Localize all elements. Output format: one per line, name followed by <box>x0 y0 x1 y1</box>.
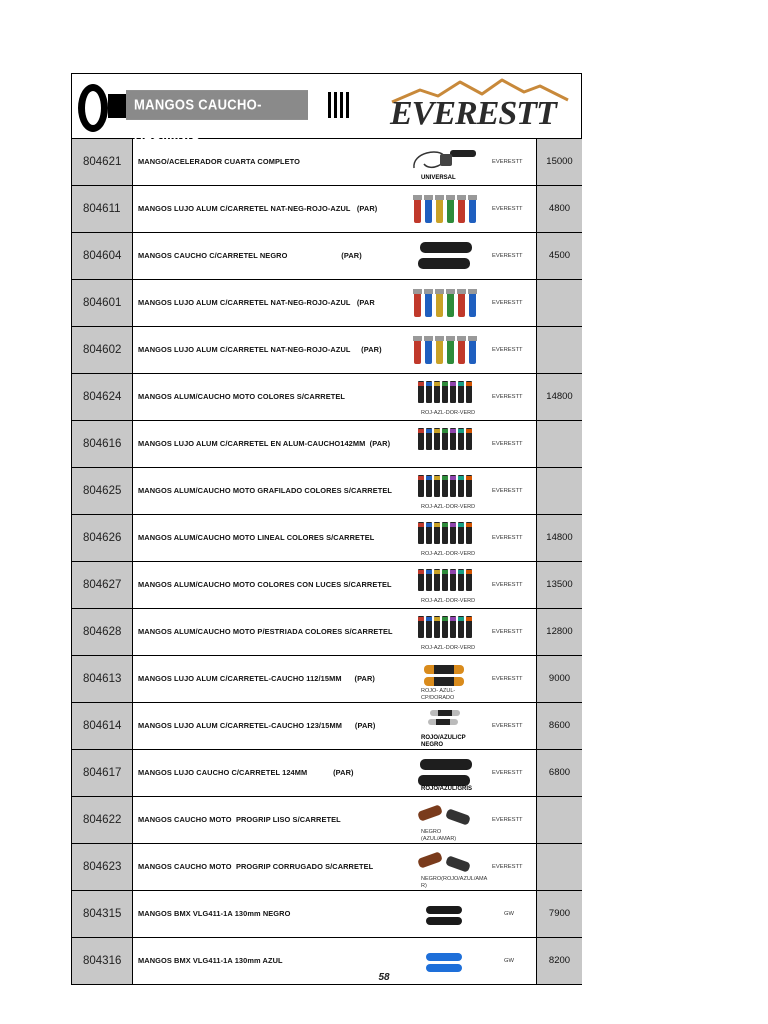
brand-label: EVERESTT <box>492 347 523 353</box>
table-row <box>72 374 581 421</box>
brand-label: EVERESTT <box>492 629 523 635</box>
product-description: MANGOS ALUM/CAUCHO MOTO COLORES CON LUCES S/CARRETEL <box>138 580 392 589</box>
product-price: 9000 <box>536 656 582 702</box>
product-caption: ROJO/AZUL/CP NEGRO <box>421 735 466 748</box>
everestt-logo <box>390 76 570 134</box>
product-code: 804621 <box>72 139 133 185</box>
product-description: MANGOS ALUM/CAUCHO MOTO GRAFILADO COLORES S/CARRETEL <box>138 486 393 495</box>
brand-label: EVERESTT <box>492 488 523 494</box>
table-row <box>72 515 581 562</box>
stripes-decoration <box>328 92 350 118</box>
brand-label: EVERESTT <box>492 394 523 400</box>
bmx-black-grips-icon <box>410 894 480 934</box>
table-row <box>72 750 581 797</box>
product-price: 4500 <box>536 233 582 279</box>
brand-label: EVERESTT <box>492 817 523 823</box>
table-row <box>72 656 581 703</box>
section-title: MANGOS CAUCHO-ALUMINIO <box>126 90 308 120</box>
table-row <box>72 280 581 327</box>
product-code: 804617 <box>72 750 133 796</box>
product-caption: ROJ-AZL-DOR-VERD <box>421 645 476 651</box>
product-description: MANGOS BMX VLG411-1A 130mm AZUL <box>138 956 283 965</box>
product-caption: ROJ-AZL-DOR-VERD <box>421 598 476 604</box>
table-row <box>72 891 581 938</box>
product-caption: ROJ-AZL-DOR-VERD <box>421 551 476 557</box>
product-description: MANGOS LUJO ALUM C/CARRETEL NAT-NEG-ROJO-AZUL (PAR) <box>138 204 378 213</box>
brand-label: EVERESTT <box>492 723 523 729</box>
product-caption: UNIVERSAL <box>421 175 456 181</box>
black-grips-icon <box>410 236 480 276</box>
brand-label: EVERESTT <box>492 441 523 447</box>
brand-logo-text: EVERESTT <box>390 95 556 132</box>
brand-label: EVERESTT <box>492 582 523 588</box>
product-code: 804624 <box>72 374 133 420</box>
color-grips-icon <box>410 189 480 229</box>
product-caption: ROJO- AZUL- CP/DORADO <box>421 688 456 701</box>
product-code: 804625 <box>72 468 133 514</box>
brand-label: EVERESTT <box>492 300 523 306</box>
product-caption: NEGRO (AZUL/AMAR) <box>421 829 457 842</box>
brand-label: EVERESTT <box>492 676 523 682</box>
product-price: 14800 <box>536 374 582 420</box>
product-price: 15000 <box>536 139 582 185</box>
product-description: MANGOS LUJO ALUM C/CARRETEL-CAUCHO 123/15MM (PAR) <box>138 721 376 730</box>
table-row <box>72 797 581 844</box>
product-description: MANGOS CAUCHO MOTO PROGRIP LISO S/CARRETEL <box>138 815 341 824</box>
page-number: 58 <box>378 972 390 983</box>
product-code: 804611 <box>72 186 133 232</box>
product-price <box>536 280 582 326</box>
product-price: 14800 <box>536 515 582 561</box>
product-price <box>536 327 582 373</box>
product-description: MANGOS ALUM/CAUCHO MOTO LINEAL COLORES S/CARRETEL <box>138 533 375 542</box>
color-grips-icon <box>410 330 480 370</box>
brand-label: EVERESTT <box>492 253 523 259</box>
product-price: 7900 <box>536 891 582 937</box>
brand-label: GW <box>504 958 514 964</box>
product-code: 804602 <box>72 327 133 373</box>
product-caption: ROJ-AZL-DOR-VERD <box>421 504 476 510</box>
product-price <box>536 421 582 467</box>
grip-ring-icon <box>78 84 108 132</box>
product-price: 8600 <box>536 703 582 749</box>
product-description: MANGOS LUJO CAUCHO C/CARRETEL 124MM (PAR) <box>138 768 354 777</box>
product-description: MANGOS CAUCHO MOTO PROGRIP CORRUGADO S/CARRETEL <box>138 862 374 871</box>
brand-label: EVERESTT <box>492 770 523 776</box>
product-code: 804315 <box>72 891 133 937</box>
product-description: MANGO/ACELERADOR CUARTA COMPLETO <box>138 157 300 166</box>
table-row <box>72 468 581 515</box>
product-code: 804616 <box>72 421 133 467</box>
product-description: MANGOS LUJO ALUM C/CARRETEL-CAUCHO 112/15MM (PAR) <box>138 674 375 683</box>
table-row <box>72 233 581 280</box>
brand-label: EVERESTT <box>492 206 523 212</box>
table-row <box>72 609 581 656</box>
product-code: 804622 <box>72 797 133 843</box>
product-price <box>536 797 582 843</box>
product-description: MANGOS LUJO ALUM C/CARRETEL NAT-NEG-ROJO-AZUL (PAR) <box>138 345 382 354</box>
product-price: 8200 <box>536 938 582 984</box>
product-description: MANGOS BMX VLG411-1A 130mm NEGRO <box>138 909 291 918</box>
table-row <box>72 186 581 233</box>
product-description: MANGOS ALUM/CAUCHO MOTO P/ESTRIADA COLORES S/CARRETEL <box>138 627 393 636</box>
table-row <box>72 703 581 750</box>
brand-label: GW <box>504 911 514 917</box>
product-price <box>536 468 582 514</box>
product-price: 13500 <box>536 562 582 608</box>
product-description: MANGOS LUJO ALUM C/CARRETEL NAT-NEG-ROJO-AZUL (PAR <box>138 298 375 307</box>
product-description: MANGOS CAUCHO C/CARRETEL NEGRO (PAR) <box>138 251 362 260</box>
product-price: 12800 <box>536 609 582 655</box>
table-row <box>72 327 581 374</box>
grip-set-icon <box>410 424 480 464</box>
product-caption: NEGRO(ROJO/AZUL/AMA R) <box>421 876 488 889</box>
brand-label: EVERESTT <box>492 159 523 165</box>
product-caption: ROJO/AZUL/GRIS <box>421 786 473 792</box>
product-code: 804601 <box>72 280 133 326</box>
product-description: MANGOS ALUM/CAUCHO MOTO COLORES S/CARRETEL <box>138 392 346 401</box>
product-code: 804614 <box>72 703 133 749</box>
catalog-header <box>72 74 581 143</box>
product-price <box>536 844 582 890</box>
product-price: 4800 <box>536 186 582 232</box>
product-code: 804613 <box>72 656 133 702</box>
table-row <box>72 421 581 468</box>
brand-label: EVERESTT <box>492 535 523 541</box>
product-code: 804628 <box>72 609 133 655</box>
table-row <box>72 844 581 891</box>
product-code: 804604 <box>72 233 133 279</box>
product-code: 804623 <box>72 844 133 890</box>
product-description: MANGOS LUJO ALUM C/CARRETEL EN ALUM-CAUCHO142MM (PAR) <box>138 439 391 448</box>
product-code: 804316 <box>72 938 133 984</box>
table-row <box>72 562 581 609</box>
product-price: 6800 <box>536 750 582 796</box>
product-caption: ROJ-AZL-DOR-VERD <box>421 410 476 416</box>
catalog-table <box>71 73 582 985</box>
color-grips-icon <box>410 283 480 323</box>
product-code: 804627 <box>72 562 133 608</box>
table-row <box>72 139 581 186</box>
product-code: 804626 <box>72 515 133 561</box>
brand-label: EVERESTT <box>492 864 523 870</box>
